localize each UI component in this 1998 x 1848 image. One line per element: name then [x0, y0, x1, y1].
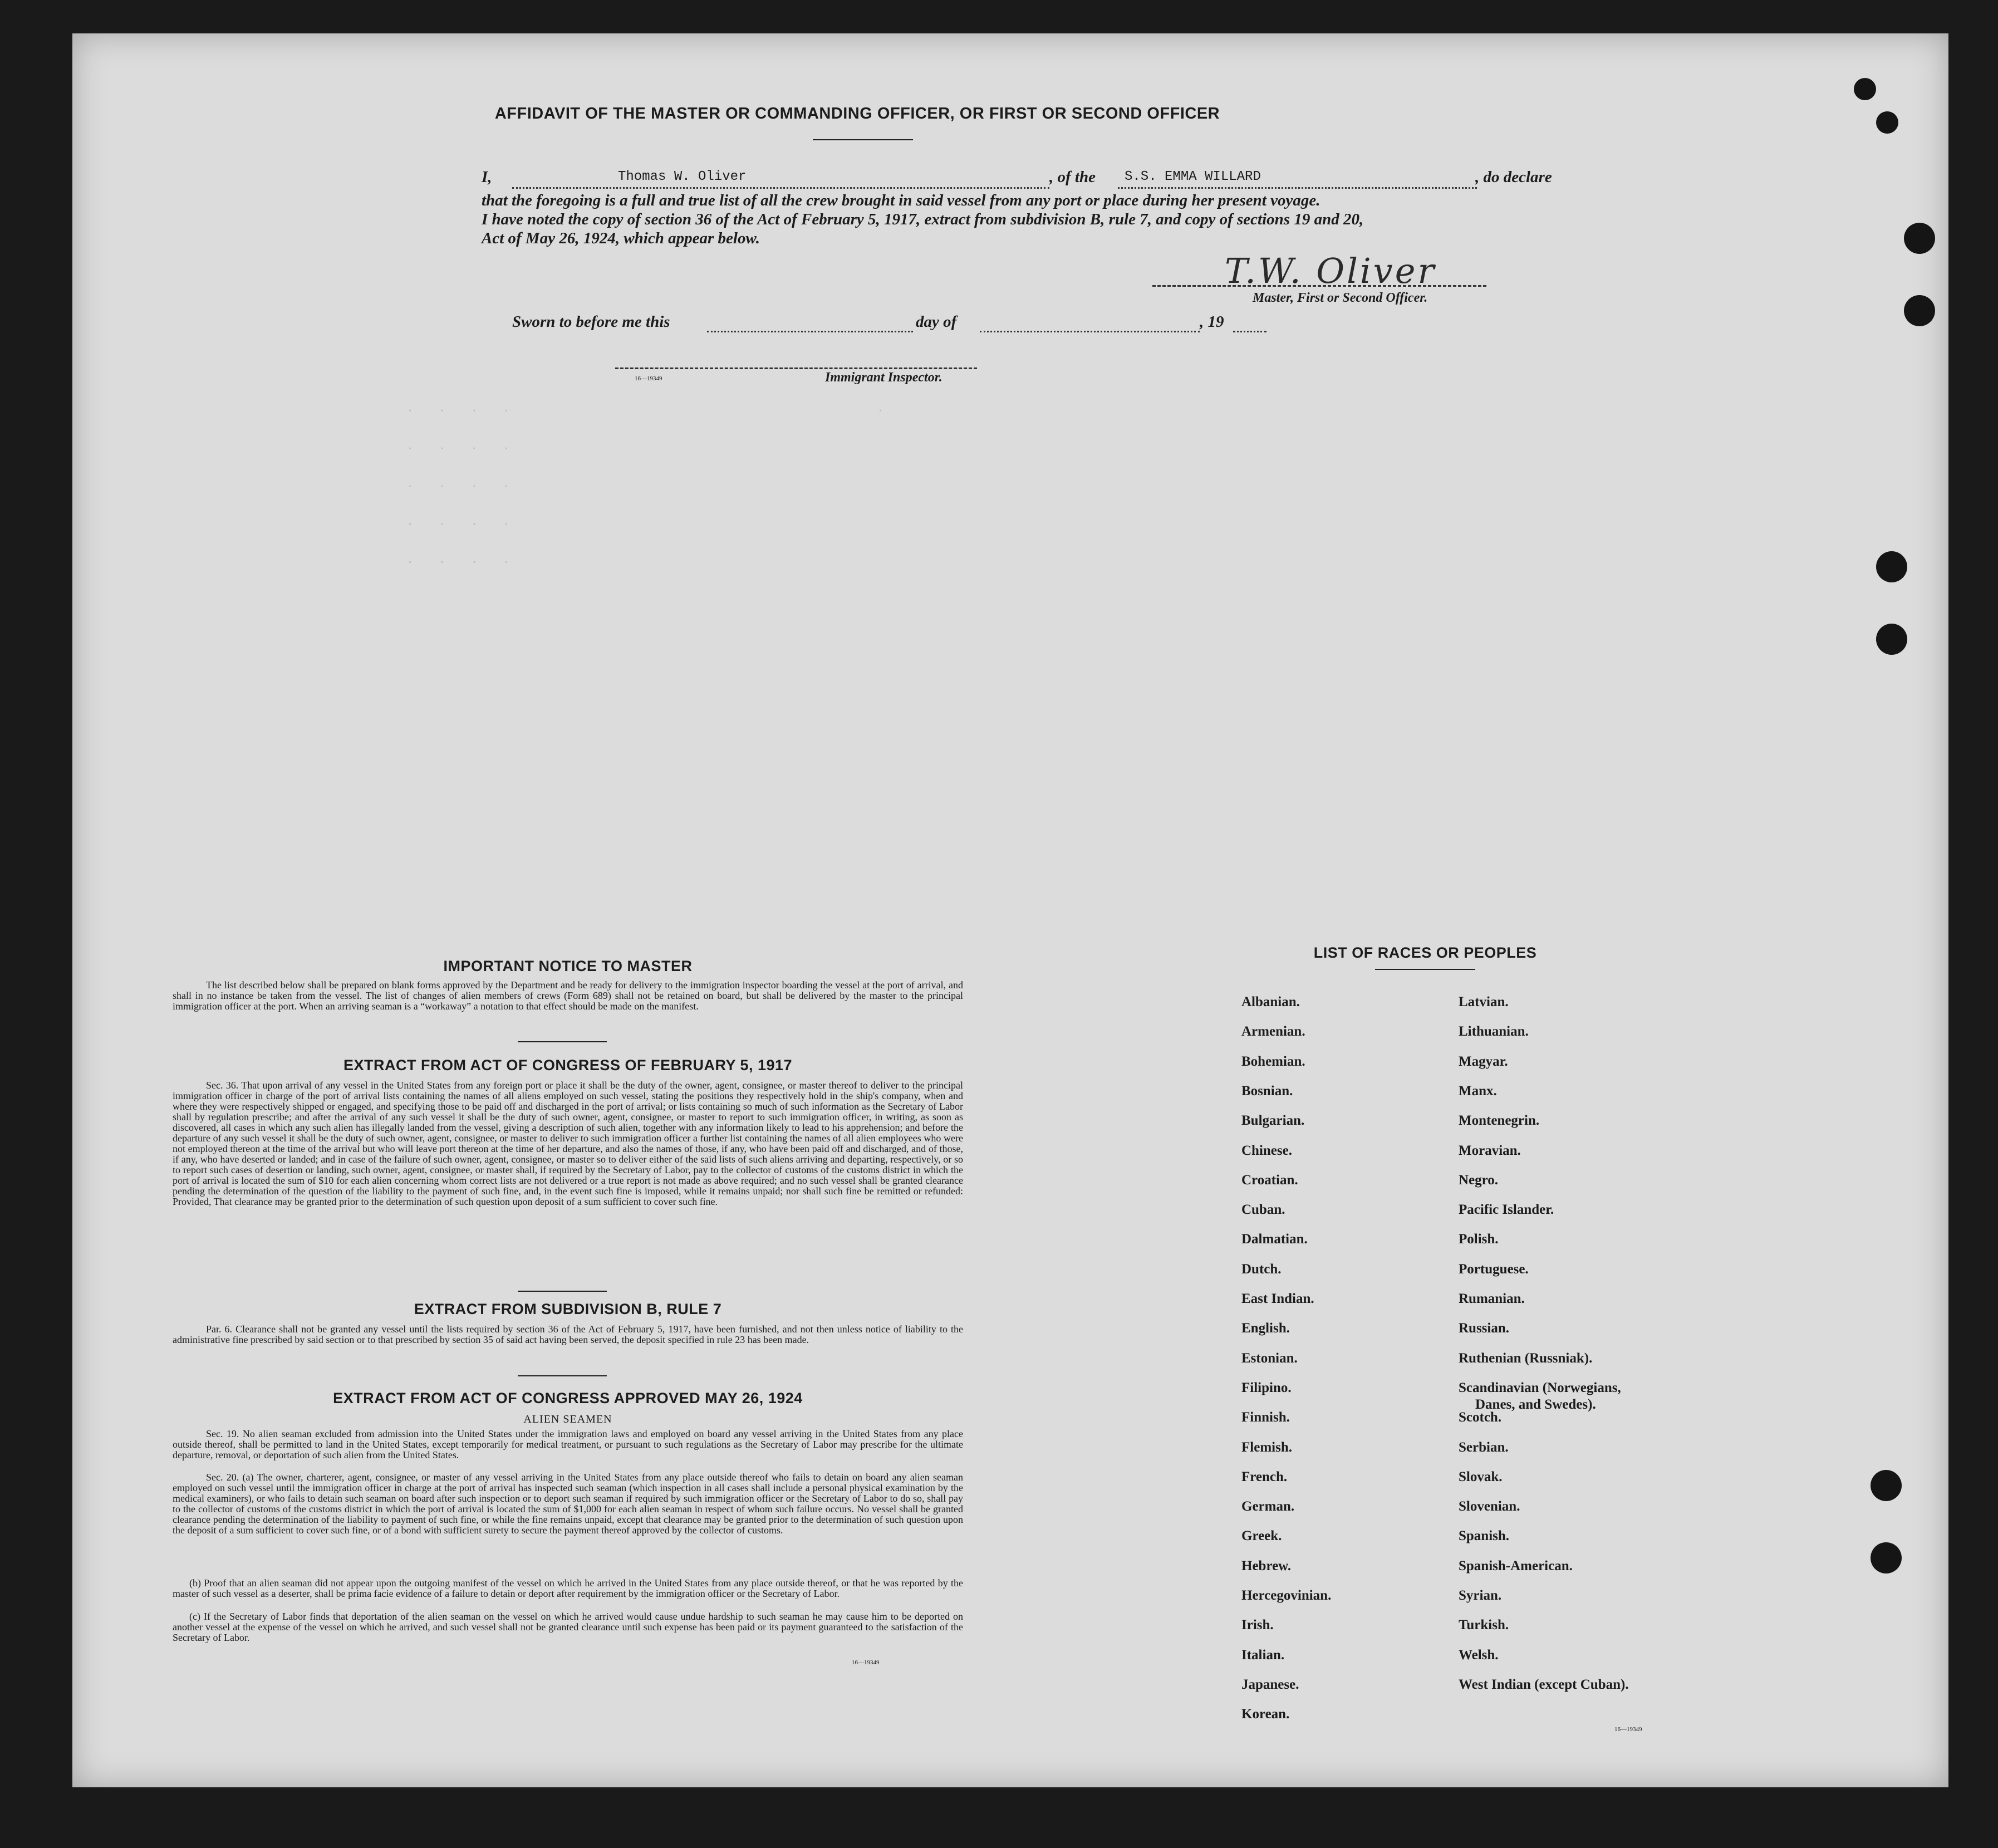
i-label: I,: [482, 168, 492, 186]
race-item: Rumanian.: [1459, 1291, 1525, 1306]
race-item: Portuguese.: [1459, 1261, 1529, 1277]
rule7-body: Par. 6. Clearance shall not be granted any vessel until the lists required by section 36 of the Act of February 5, 1917, have been furnished, and not then unless notice of liability to the administrative fine prescribed by said section or to that prescribed by section 35 of said act having been served, the deposit specified in rule 23 has been made.: [173, 1323, 963, 1345]
sec20b-body: (b) Proof that an alien seaman did not appear upon the outgoing manifest of the vessel on which he arrived in the United States from any place outside thereof, or that he was reported by the master of such vessel as a deserter, shall be prima facie evidence of a failure to detain or deport after requirement by the immigration officer or the Secretary of Labor.: [173, 1577, 963, 1599]
master-signature: T.W. Oliver: [1225, 251, 1437, 291]
races-divider: [1375, 969, 1475, 970]
race-item: English.: [1241, 1321, 1290, 1336]
title-divider: [813, 139, 913, 140]
extract-1924-title: EXTRACT FROM ACT OF CONGRESS APPROVED MAY 26, 1924: [333, 1390, 803, 1406]
race-item: Cuban.: [1241, 1202, 1285, 1218]
affidavit-line-2: that the foregoing is a full and true list of all the crew brought in said vessel from any port or place during her present voyage.: [482, 192, 1320, 209]
race-item: Scotch.: [1459, 1410, 1502, 1425]
sworn-label: Sworn to before me this: [512, 313, 670, 331]
document-page: [72, 33, 1948, 1787]
race-item: Danes, and Swedes).: [1475, 1396, 1596, 1412]
affidavit-line-3: I have noted the copy of section 36 of the Act of February 5, 1917, extract from subdivision B, rule 7, and copy of sections 19 and 20,: [482, 210, 1364, 228]
binder-hole: [1871, 1542, 1902, 1574]
notice-title: IMPORTANT NOTICE TO MASTER: [443, 958, 693, 974]
affidavit-line-4: Act of May 26, 1924, which appear below.: [482, 229, 760, 247]
race-item: Pacific Islander.: [1459, 1202, 1554, 1218]
sec19-body: Sec. 19. No alien seaman excluded from admission into the United States under the immigration laws and employed on board any vessel arriving in the United States from any place outside thereof, shall be permitted to land in the United States, except temporarily for medical treatment, or pursuant to such regulations as the Secretary of Labor may prescribe for the ultimate departure, removal, or deportation of such alien from the United States.: [173, 1428, 963, 1460]
form-number-bottom: 16—19349: [852, 1659, 880, 1666]
race-item: Russian.: [1459, 1321, 1510, 1336]
race-item: West Indian (except Cuban).: [1459, 1677, 1629, 1692]
race-item: Lithuanian.: [1459, 1024, 1529, 1040]
of-the-label: , of the: [1049, 168, 1096, 186]
race-item: East Indian.: [1241, 1291, 1314, 1306]
rule7-divider: [518, 1375, 607, 1376]
race-item: Syrian.: [1459, 1588, 1502, 1603]
race-item: Slovenian.: [1459, 1499, 1520, 1514]
race-item: Turkish.: [1459, 1617, 1509, 1633]
race-item: Chinese.: [1241, 1143, 1292, 1158]
race-item: Irish.: [1241, 1617, 1274, 1633]
notice-divider: [518, 1041, 607, 1042]
race-item: Bulgarian.: [1241, 1113, 1305, 1129]
binder-hole: [1876, 551, 1907, 582]
binder-hole: [1904, 295, 1935, 326]
notice-body: The list described below shall be prepared on blank forms approved by the Department and be ready for delivery to the immigration inspector boarding the vessel at the port of arrival, and shall in no instance be taken from the vessel. The list of changes of alien members of crews (Form 689) shall not be retained on board, but shall be delivered by the master to the principal immigration officer at the port. When an arriving seaman is a “workaway” a notation to that effect should be made on the manifest.: [173, 979, 963, 1012]
binder-hole: [1904, 223, 1935, 254]
race-item: Hercegovinian.: [1241, 1588, 1332, 1603]
race-item: Albanian.: [1241, 994, 1300, 1009]
extract-1917-body: Sec. 36. That upon arrival of any vessel in the United States from any foreign port or place it shall be the duty of the owner, agent, consignee, or master thereof to deliver to the principal immigration officer in charge of the port of arrival lists containing the names of all aliens employed on such vessel, stating the positions they respectively hold in the ship's company, when and where they were respectively shipped or engaged, and specifying those to be paid off and discharged in the port of arrival; or lists containing so much of such information as the Secretary of Labor shall by regulation prescribe; and after the arrival of any such vessel it shall be the duty of such owner, agent, consignee, or master to report to such immigration officer, in writing, as soon as discovered, all cases in which any such alien has illegally landed from the vessel, giving a description of such alien, together with any information likely to lead to his apprehension; and before the departure of any such vessel it shall be the duty of such owner, agent, consignee, or master to deliver to such immigration officer a further list containing the names of all alien employees who were not employed thereon at the time of the arrival but who will leave port thereon at the time of her departure, and also the names of those, if any, who have been paid off and discharged, and of those, if any, who have deserted or landed; and in case of the failure of such owner, agent, consignee, or master so to deliver either of the said lists of such aliens arriving and departing, respectively, or so to report such cases of desertion or landing, such owner, agent, consignee, or master shall, if required by the Secretary of Labor, pay to the collector of customs of the customs district in which the port of arrival is located the sum of $10 for each alien concerning whom correct lists are not delivered or a true report is not made as above required; and no such vessel shall be granted clearance pending the determination of the question of the liability to the payment of such fine, and, in the event such fine is imposed, while it remains unpaid; nor shall such fine be remitted or refunded: Provided, That clearance may be granted prior to the determination of such question upon deposit of a sum sufficient to cover such fine.: [173, 1080, 963, 1207]
race-item: Spanish.: [1459, 1528, 1510, 1544]
race-item: Greek.: [1241, 1528, 1282, 1544]
form-number-races: 16—19349: [1614, 1726, 1642, 1733]
race-item: Flemish.: [1241, 1439, 1292, 1455]
sworn-date-line: [707, 331, 913, 332]
rule7-title: EXTRACT FROM SUBDIVISION B, RULE 7: [414, 1301, 722, 1317]
race-item: Filipino.: [1241, 1380, 1292, 1395]
race-item: German.: [1241, 1499, 1295, 1514]
race-item: Estonian.: [1241, 1350, 1298, 1366]
race-item: Armenian.: [1241, 1024, 1305, 1040]
race-item: Serbian.: [1459, 1439, 1509, 1455]
race-item: Moravian.: [1459, 1143, 1521, 1158]
form-number-top: 16—19349: [635, 375, 662, 382]
race-item: Korean.: [1241, 1707, 1290, 1722]
inspector-line: [615, 367, 977, 369]
race-item: Ruthenian (Russniak).: [1459, 1350, 1593, 1366]
master-name-field: Thomas W. Oliver: [618, 169, 747, 184]
race-item: Slovak.: [1459, 1469, 1503, 1484]
race-item: Montenegrin.: [1459, 1113, 1540, 1129]
race-item: Dutch.: [1241, 1261, 1282, 1277]
race-item: Latvian.: [1459, 994, 1509, 1009]
vessel-line: [1118, 187, 1477, 189]
alien-seamen-subtitle: ALIEN SEAMEN: [523, 1413, 612, 1425]
race-item: Negro.: [1459, 1172, 1499, 1188]
race-item: Finnish.: [1241, 1410, 1290, 1425]
year-label: , 19: [1200, 313, 1224, 331]
race-item: Magyar.: [1459, 1053, 1508, 1069]
extract-1917-divider: [518, 1291, 607, 1292]
month-line: [980, 331, 1200, 332]
binder-hole: [1876, 624, 1907, 655]
signature-line: [1152, 285, 1486, 287]
race-item: French.: [1241, 1469, 1288, 1484]
inspector-caption: Immigrant Inspector.: [825, 370, 942, 385]
race-item: Scandinavian (Norwegians,: [1459, 1380, 1621, 1395]
vessel-name-field: S.S. EMMA WILLARD: [1125, 169, 1261, 184]
race-item: Spanish-American.: [1459, 1558, 1573, 1574]
day-of-label: day of: [916, 313, 957, 331]
extract-1917-title: EXTRACT FROM ACT OF CONGRESS OF FEBRUARY 5, 1917: [343, 1057, 793, 1073]
race-item: Hebrew.: [1241, 1558, 1292, 1574]
binder-hole: [1854, 78, 1876, 100]
binder-hole: [1876, 111, 1898, 134]
race-item: Bohemian.: [1241, 1053, 1305, 1069]
affidavit-title: AFFIDAVIT OF THE MASTER OR COMMANDING OFFICER, OR FIRST OR SECOND OFFICER: [494, 105, 1220, 122]
race-item: Dalmatian.: [1241, 1232, 1308, 1247]
master-name-line: [512, 187, 1049, 189]
race-item: Italian.: [1241, 1647, 1285, 1663]
race-item: Croatian.: [1241, 1172, 1298, 1188]
races-title: LIST OF RACES OR PEOPLES: [1313, 944, 1537, 961]
race-item: Manx.: [1459, 1083, 1497, 1099]
sec20c-body: (c) If the Secretary of Labor finds that deportation of the alien seaman on the vessel on which he arrived would cause undue hardship to such seaman he may cause him to be deported on another vessel at the expense of the vessel on which he arrived, and such vessel shall not be granted clearance until such expense has been paid or its payment guaranteed to the satisfaction of the Secretary of Labor.: [173, 1611, 963, 1643]
race-item: Polish.: [1459, 1232, 1499, 1247]
binder-hole: [1871, 1470, 1902, 1501]
signature-caption: Master, First or Second Officer.: [1253, 291, 1428, 305]
year-line: [1233, 331, 1266, 332]
race-item: Welsh.: [1459, 1647, 1499, 1663]
bleed-through-marks: . . . . . . . . . . . . . . . . . . . . .: [406, 401, 888, 567]
sec20a-body: Sec. 20. (a) The owner, charterer, agent, consignee, or master of any vessel arriving in the United States from any place outside thereof who fails to detain on board any alien seaman employed on such vessel until the immigration officer in charge at the port of arrival has inspected such seaman (which inspection in all cases shall include a personal physical examination by the medical examiners), or who fails to detain such seaman on board after such inspection or to deport such seaman if required by such immigration officer or the Secretary of Labor to do so, shall pay to the collector of customs of the customs district in which the port of arrival is located the sum of $1,000 for each alien seaman in respect of whom such failure occurs. No vessel shall be granted clearance pending the determination of the liability to payment of such fine, or while the fine remains unpaid, except that clearance may be granted prior to the determination of such question upon the deposit of a sum sufficient to cover such fine, or of a bond with sufficient surety to secure the payment thereof approved by the collector of customs.: [173, 1472, 963, 1536]
race-item: Japanese.: [1241, 1677, 1299, 1692]
do-declare-label: , do declare: [1475, 168, 1552, 186]
race-item: Bosnian.: [1241, 1083, 1293, 1099]
